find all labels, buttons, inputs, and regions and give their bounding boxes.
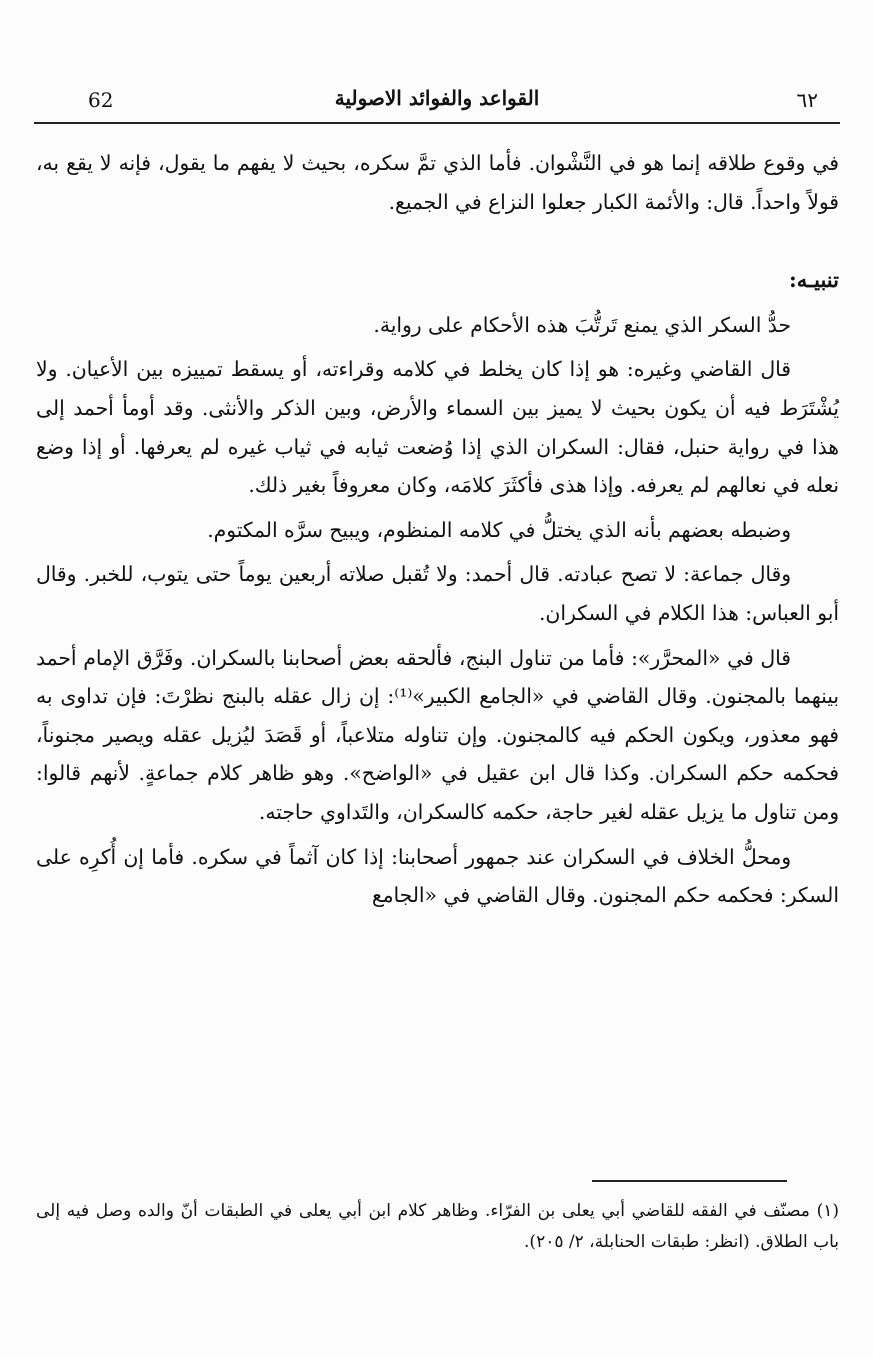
paragraph-2: حدُّ السكر الذي يمنع تَرتُّبَ هذه الأحكام على رواية.: [373, 312, 791, 337]
page-header: [34, 84, 840, 120]
running-title: القواعد والفوائد الاصولية: [334, 86, 540, 110]
page-number-latin: 62: [88, 88, 114, 112]
paragraph-7: ومحلُّ الخلاف في السكران عند جمهور أصحابنا: إذا كان آثماً في سكره. فأما إن أُكرِه على السكر: فحكمه حكم المجنون. وقال القاضي في «الجامع: [36, 844, 839, 908]
paragraph-5: وقال جماعة: لا تصح عبادته. قال أحمد: ولا تُقبل صلاته أربعين يوماً حتى يتوب، للخبر. وقال أبو العباس: هذا الكلام في السكران.: [36, 562, 839, 625]
paragraph-4: وضبطه بعضهم بأنه الذي يختلُّ في كلامه المنظوم، ويبيح سرَّه المكتوم.: [207, 517, 791, 542]
footnote-rule: [592, 1180, 787, 1182]
section-heading: تنبيـه:: [788, 267, 839, 293]
paragraph-6: قال في «المحرَّر»: فأما من تناول البنج، فألحقه بعض أصحابنا بالسكران. وفَرَّق الإمام أحمد بينهما بالمجنون. وقال القاضي في «الجامع الكبير»⁽¹⁾: إن زال عقله بالبنج نظرْتَ: فإن تداوى به فهو معذور، ويكون الحكم فيه كالمجنون. وإن تناوله متلاعباً، أو قَصَدَ ليُزيل عقله ويصير مجنوناً، فحكمه حكم السكران. وكذا قال ابن عقيل في «الواضح». وهو ظاهر كلام جماعةٍ. لأنهم قالوا: ومن تناول ما يزيل عقله لغير حاجة، حكمه كالسكران، والتَداوي حاجته.: [36, 645, 839, 824]
paragraph-1: في وقوع طلاقه إنما هو في النَّشْوان. فأما الذي تمَّ سكره، بحيث لا يفهم ما يقول، فإنه لا يقع به، قولاً واحداً. قال: والأئمة الكبار جعلوا النزاع في الجميع.: [36, 151, 839, 214]
page-number-arabic: ٦٢: [796, 88, 818, 112]
footnote: [36, 1196, 839, 1258]
footnote-1: (١) مصنّف في الفقه للقاضي أبي يعلى بن الفرّاء. وظاهر كلام ابن أبي يعلى في الطبقات أنّ والده وصل فيه إلى باب الطلاق. (انظر: طبقات الحنابلة، ٢/ ٢٠٥).: [36, 1201, 839, 1252]
paragraph-3: قال القاضي وغيره: هو إذا كان يخلط في كلامه وقراءته، أو يسقط تمييزه بين الأعيان. ولا يُشْتَرَط فيه أن يكون بحيث لا يميز بين السماء والأرض، وبين الذكر والأنثى. وقد أومأ أحمد إلى هذا في رواية حنبل، فقال: السكران الذي إذا وُضعت ثيابه في ثياب غيره لم يعرفها. أو إذا وضع نعله في نعالهم لم يعرفه. وإذا هذى فأكثَرَ كلامَه، وكان معروفاً بغير ذلك.: [36, 357, 839, 498]
header-rule: [34, 122, 840, 124]
main-text: [36, 144, 839, 921]
